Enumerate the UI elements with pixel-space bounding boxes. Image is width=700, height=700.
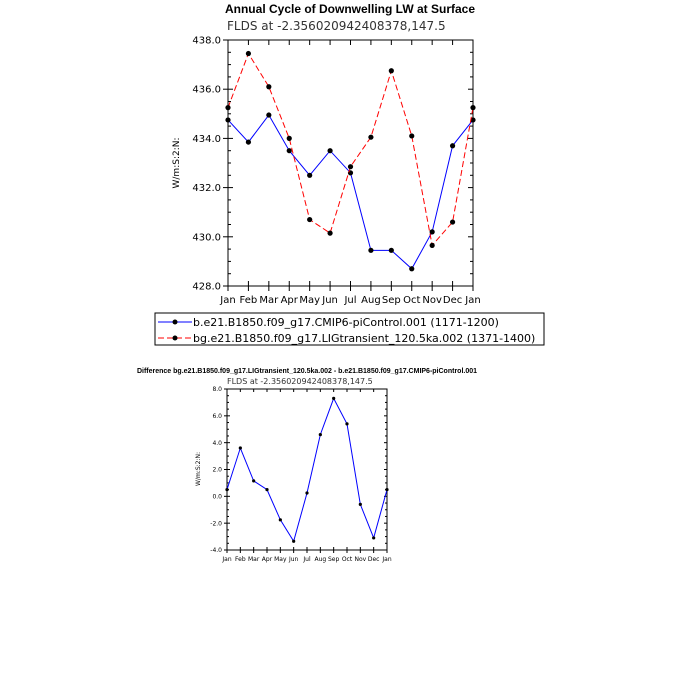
top-series-1-point [225, 105, 230, 110]
top-series-1-point [307, 217, 312, 222]
top-xtick-label: May [299, 295, 321, 306]
top-chart-legend [155, 313, 544, 345]
top-xtick-label: Dec [442, 295, 463, 306]
top-series-0-point [450, 143, 455, 148]
bottom-series-0-point [385, 488, 388, 491]
bottom-ytick-label: 8.0 [212, 386, 222, 394]
bottom-xtick-label: Sep [328, 556, 340, 563]
bottom-xtick-label: Jan [222, 556, 232, 563]
bottom-xtick-label: May [274, 556, 287, 563]
bottom-series-0-point [239, 446, 242, 449]
bottom-series-0-point [252, 479, 255, 482]
bottom-series-0-point [332, 397, 335, 400]
top-ytick-label: 428.0 [192, 281, 221, 293]
bottom-series-0-point [225, 488, 228, 491]
legend-label-control: b.e21.B1850.f09_g17.CMIP6-piControl.001 (1171-1200) [193, 316, 499, 329]
bottom-ytick-label: 4.0 [212, 439, 222, 447]
top-series-0-point [409, 266, 414, 271]
bottom-series-0-point [305, 491, 308, 494]
bottom-series-0-point [359, 503, 362, 506]
top-xtick-label: Apr [280, 295, 298, 306]
bottom-ytick-label: 2.0 [212, 466, 222, 474]
bottom-ytick-label: 6.0 [212, 412, 222, 420]
legend-marker-lig [173, 336, 178, 341]
top-xtick-label: Feb [239, 295, 258, 306]
bottom-plot-frame [227, 389, 387, 550]
bottom-ytick-label: -4.0 [210, 547, 222, 555]
bottom-series-0-point [319, 433, 322, 436]
bottom-series-0-point [279, 518, 282, 521]
top-xtick-label: Jan [220, 295, 236, 306]
bottom-chart-title: Difference bg.e21.B1850.f09_g17.LIGtransient_120.5ka.002 - b.e21.B1850.f09_g17.CMIP6-piControl.001 [136, 368, 478, 375]
bottom-series-0-point [292, 540, 295, 543]
bottom-series-0-point [345, 422, 348, 425]
bottom-chart-subtitle: FLDS at -2.356020942408378,147.5 [227, 377, 373, 386]
top-series-1-point [287, 136, 292, 141]
top-chart-axes [192, 36, 480, 307]
bottom-xtick-label: Jun [288, 556, 299, 563]
top-series-1-point [348, 164, 353, 169]
top-ytick-label: 436.0 [192, 84, 221, 96]
top-chart-series [225, 51, 475, 271]
bottom-series-0-point [265, 488, 268, 491]
top-series-1-point [246, 51, 251, 56]
top-series-1-point [389, 68, 394, 73]
top-series-1-point [368, 135, 373, 140]
top-series-0-point [246, 139, 251, 144]
bottom-chart-axes [210, 386, 392, 563]
top-xtick-label: Aug [361, 295, 381, 306]
bottom-series-0-point [372, 536, 375, 539]
top-series-line-0 [228, 115, 473, 269]
top-series-0-point [225, 117, 230, 122]
bottom-xtick-label: Mar [248, 556, 260, 563]
top-xtick-label: Mar [259, 295, 279, 306]
top-chart-subtitle: FLDS at -2.356020942408378,147.5 [227, 19, 446, 33]
top-xtick-label: Jan [465, 295, 481, 306]
bottom-chart-series [225, 397, 388, 543]
top-xtick-label: Jun [322, 295, 338, 306]
top-ytick-label: 430.0 [192, 232, 221, 244]
bottom-chart [137, 368, 477, 563]
top-ytick-label: 432.0 [192, 183, 221, 195]
top-series-0-point [287, 148, 292, 153]
bottom-chart-ylabel: W/m:S:2:N: [195, 452, 202, 486]
top-series-0-point [307, 173, 312, 178]
bottom-xtick-label: Aug [314, 556, 327, 563]
top-ytick-label: 438.0 [192, 35, 221, 47]
top-series-0-point [368, 248, 373, 253]
bottom-series-line-0 [227, 398, 387, 541]
top-series-1-point [266, 84, 271, 89]
top-ytick-label: 434.0 [192, 133, 221, 145]
top-xtick-label: Jul [344, 295, 357, 306]
bottom-xtick-label: Nov [354, 556, 367, 563]
top-series-0-point [266, 112, 271, 117]
top-series-1-point [470, 105, 475, 110]
top-series-1-point [327, 231, 332, 236]
top-xtick-label: Sep [381, 295, 401, 306]
bottom-xtick-label: Dec [367, 556, 380, 563]
bottom-ytick-label: -2.0 [210, 520, 222, 528]
top-plot-frame [228, 40, 473, 286]
legend-marker-control [173, 320, 178, 325]
top-series-0-point [327, 148, 332, 153]
bottom-xtick-label: Jan [382, 556, 392, 563]
bottom-xtick-label: Jul [303, 556, 311, 563]
bottom-xtick-label: Oct [341, 556, 353, 563]
top-series-1-point [430, 243, 435, 248]
top-series-1-point [450, 219, 455, 224]
top-series-0-point [389, 248, 394, 253]
top-chart-title: Annual Cycle of Downwelling LW at Surface [224, 2, 476, 16]
top-series-1-point [409, 133, 414, 138]
bottom-ytick-label: 0.0 [212, 493, 222, 501]
top-chart-ylabel: W/m:S:2:N: [172, 137, 182, 189]
legend-label-lig: bg.e21.B1850.f09_g17.LIGtransient_120.5ka.002 (1371-1400) [193, 332, 536, 345]
top-xtick-label: Nov [422, 295, 442, 306]
bottom-xtick-label: Feb [235, 556, 246, 563]
top-chart [172, 2, 481, 306]
top-xtick-label: Oct [403, 295, 421, 306]
bottom-xtick-label: Apr [261, 556, 273, 563]
